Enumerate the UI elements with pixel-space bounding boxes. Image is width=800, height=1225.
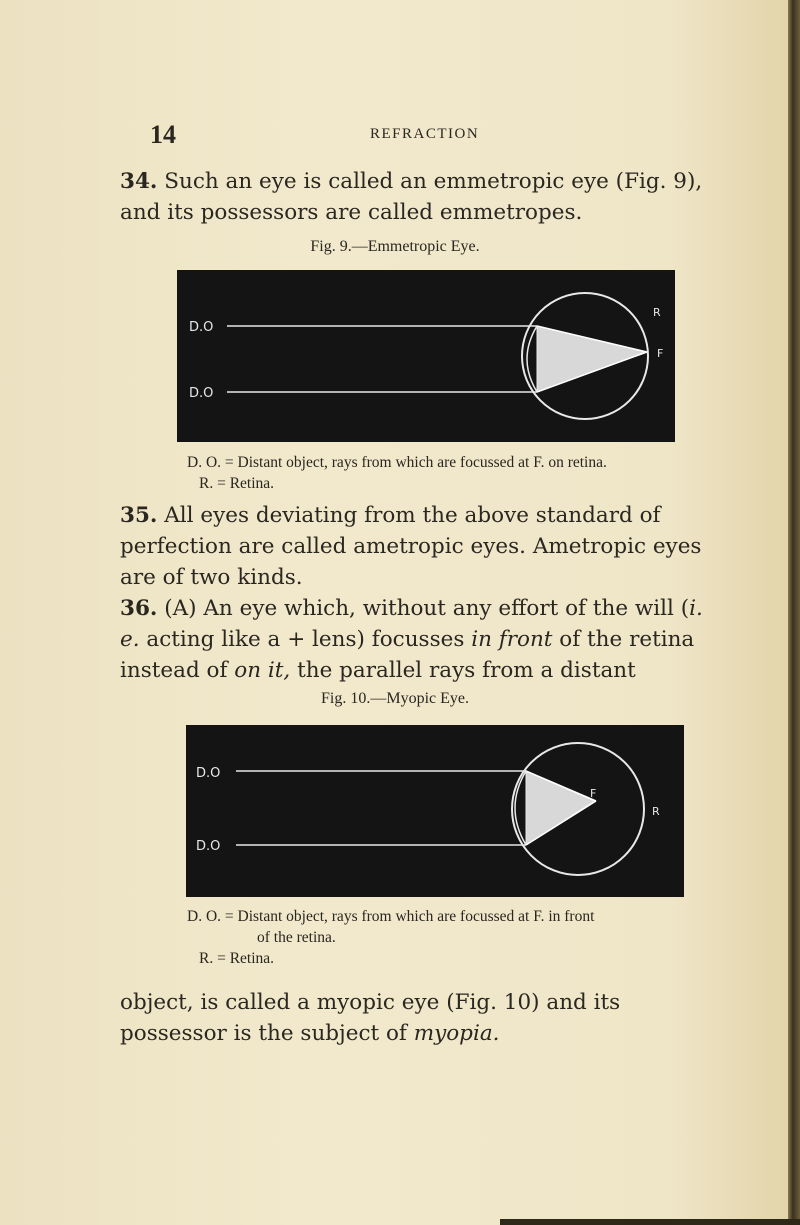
fig9-label-f: F (657, 347, 664, 360)
fig10-label-f: F (590, 787, 597, 800)
legend-retina: R. = Retina. (199, 950, 275, 967)
on-it-italic: on it, (234, 658, 291, 683)
paragraph-text-3: of the retina instead of (120, 627, 695, 683)
figure-9-caption: Fig. 9.—Emmetropic Eye. (310, 238, 480, 255)
paragraph-continuation (120, 987, 710, 1049)
paragraph-marker: (A) (164, 596, 197, 621)
figure-10-myopic-eye (186, 725, 684, 897)
fig9-label-r: R (653, 306, 661, 319)
paragraph-36 (120, 593, 710, 686)
running-head: REFRACTION (370, 126, 480, 142)
paragraph-35 (120, 500, 710, 593)
legend-distant-object: D. O. = Distant object, rays from which are focussed at F. on retina. (187, 454, 607, 471)
legend-retina: R. = Retina. (199, 475, 275, 492)
paragraph-number: 36. (120, 596, 158, 621)
page-edge (788, 0, 800, 1225)
paragraph-text-4: the parallel rays from a distant (290, 658, 636, 683)
paragraph-text: Such an eye is called an emmetropic eye (Fig. 9), and its possessors are called emmetropes. (120, 169, 703, 225)
paragraph-text: object, is called a myopic eye (Fig. 10) and its possessor is the subject of (120, 990, 621, 1046)
paragraph-34 (120, 166, 710, 228)
myopia-italic: myopia. (413, 1021, 500, 1046)
legend-distant-object: D. O. = Distant object, rays from which are focussed at F. in front (187, 908, 595, 925)
fig10-label-do-top: D.O (196, 766, 221, 781)
fig10-label-do-bottom: D.O (196, 839, 221, 854)
page-header (0, 120, 790, 150)
fig9-label-do-bottom: D.O (189, 386, 214, 401)
fig9-label-do-top: D.O (189, 320, 214, 335)
emmetropic-eye-diagram (177, 270, 675, 442)
myopic-eye-diagram (186, 725, 684, 897)
ie-italic: i. e. (120, 596, 703, 652)
paragraph-text-2: acting like a + lens) focusses (139, 627, 472, 652)
paragraph-number: 34. (120, 169, 158, 194)
in-front-italic: in front (471, 627, 553, 652)
paragraph-number: 35. (120, 503, 158, 528)
paragraph-text-1: An eye which, without any effort of the will ( (203, 596, 690, 621)
figure-10-legend (187, 906, 594, 969)
paragraph-text: All eyes deviating from the above standard of perfection are called ametropic eyes. Ametropic eyes are of two kinds. (120, 503, 702, 590)
page-number: 14 (150, 120, 176, 149)
legend-distant-object-cont: of the retina. (257, 929, 336, 946)
figure-9-emmetropic-eye (177, 270, 675, 442)
figure-10-caption: Fig. 10.—Myopic Eye. (321, 690, 469, 707)
page-bottom-edge (500, 1219, 800, 1225)
figure-9-legend (187, 452, 607, 494)
fig10-label-r: R (652, 805, 660, 818)
